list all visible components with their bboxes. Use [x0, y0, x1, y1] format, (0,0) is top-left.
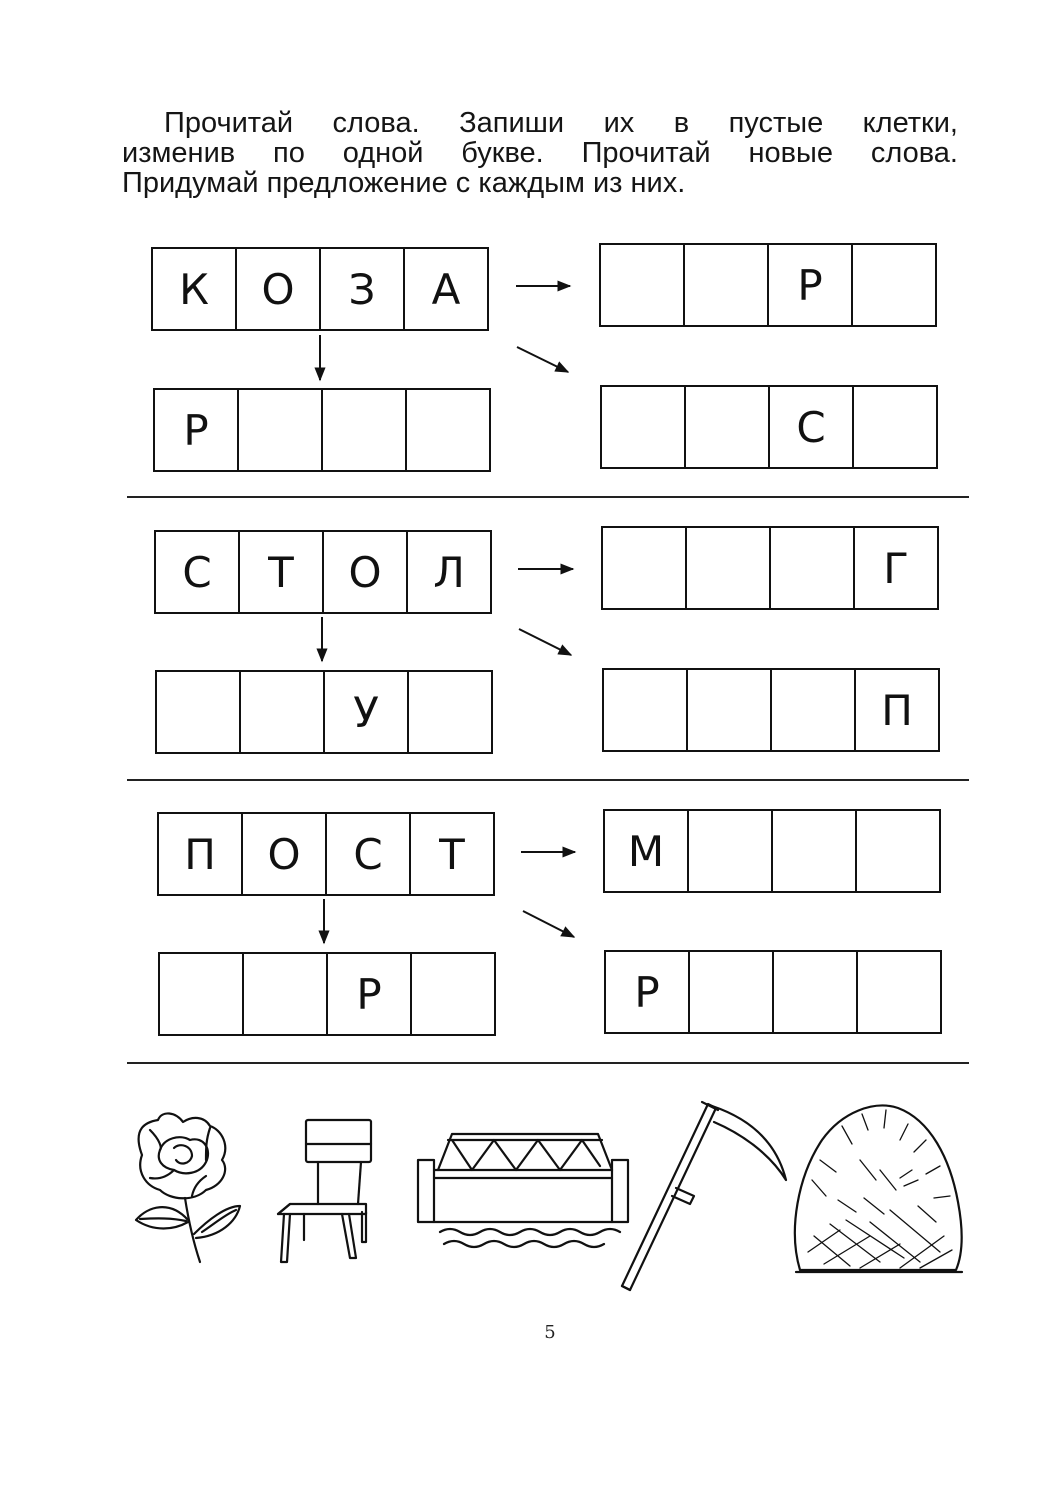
instruction-line: Прочитай слова. Запиши их в пустые клетки, [164, 107, 958, 139]
letter-cell: О [237, 249, 321, 329]
page-number: 5 [544, 1322, 556, 1343]
letter-cell: О [324, 532, 408, 612]
answer-cell[interactable]: У [325, 672, 409, 752]
haystack-icon [795, 1106, 962, 1272]
answer-cell[interactable]: Р [606, 952, 690, 1032]
answer-cell[interactable]: Р [328, 954, 412, 1034]
letter-cell: А [431, 264, 461, 314]
letter-cell: О [243, 814, 327, 894]
answer-cell[interactable]: Г [883, 543, 909, 593]
letter-cell: С [156, 532, 240, 612]
answer-cell[interactable]: С [770, 387, 854, 467]
answer-cell[interactable]: П [881, 685, 913, 735]
answer-cell[interactable]: Р [769, 245, 853, 325]
instruction-line: изменив по одной букве. Прочитай новые слова. [122, 137, 958, 169]
bridge-icon [418, 1134, 628, 1247]
letter-cell: Т [240, 532, 324, 612]
letter-cell: Т [439, 829, 465, 879]
instruction-line: Придумай предложение с каждым из них. [122, 167, 686, 199]
answer-cell[interactable]: Р [155, 390, 239, 470]
letter-cell: К [153, 249, 237, 329]
letter-cell: П [159, 814, 243, 894]
answer-cell[interactable]: М [605, 811, 689, 891]
scythe-icon [622, 1102, 786, 1290]
letter-cell: Л [433, 547, 465, 597]
rose-icon [136, 1113, 240, 1262]
letter-cell: З [321, 249, 405, 329]
chair-icon [278, 1120, 371, 1262]
letter-cell: С [327, 814, 411, 894]
